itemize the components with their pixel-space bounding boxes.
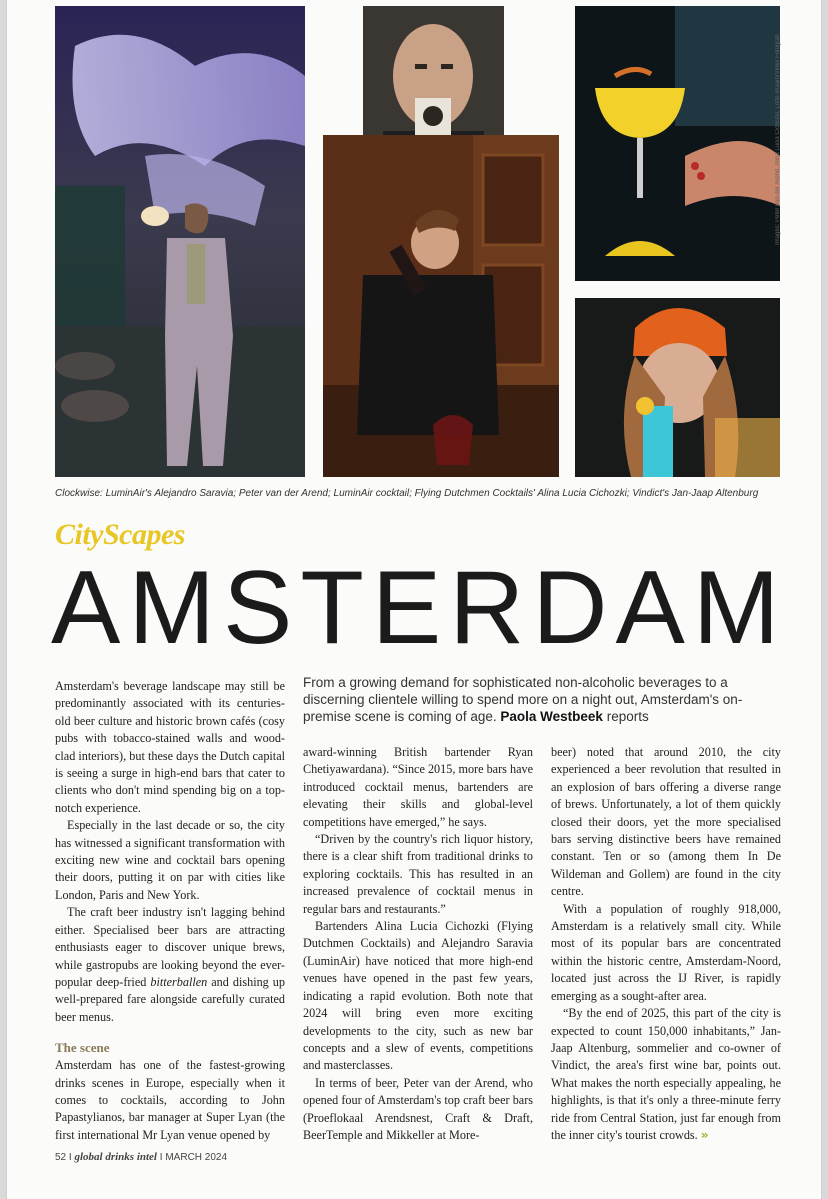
paragraph: award-winning British bartender Ryan Chetiyawardana). “Since 2015, more bars have introduced cocktail menus, bartenders are elevating their skills and global-level competitions have emerged,” he says. [303,745,533,829]
paragraph-text: The craft beer industry isn't lagging behind either. Specialised beer bars are attracting enthusiasts eager to discover unique brews, while gastropubs are looking beyond the ever-popular deep-fried [55,905,285,989]
body-column-2 [303,744,533,1144]
magazine-page [6,0,822,1199]
paragraph: “Driven by the country's rich liquor history, there is a clear shift from traditional drinks to exploring cocktails. This has resulted in an increased prevalence of cocktail menus in regular bars and restaurants.” [303,832,533,916]
byline: Paola Westbeek [500,709,603,724]
standfirst [303,674,783,725]
article-headline: AMSTERDAM [51,550,788,666]
standfirst-text: From a growing demand for sophisticated non-alcoholic beverages to a discerning clientele willing to spend more on a night out, Amsterdam's on-premise scene is coming of age. [303,675,743,724]
paragraph [55,904,285,1026]
footer-separator: I [159,1152,163,1163]
body-column-3 [551,744,781,1144]
footer-separator: I [68,1152,72,1163]
paragraph-text: “By the end of 2025, this part of the city is expected to count 150,000 inhabitants,” Jan-Jaap Altenburg, sommelier and co-owner of Vindict, the area's first wine bar, points out. What makes the north especially appealing, he highlights, is that it's only a three-minute ferry ride from Central Station, just far enough from the inner city's tourist crowds. [551,1006,781,1142]
paragraph: beer) noted that around 2010, the city experienced a beer revolution that resulted in an explosion of bars offering a diverse range of brews. Unfortunately, a lot of them quickly closed their doors, yet the more specialised bars serving distinctive beers have remained constant. Ten or so (among them In De Wildeman and Gollem) are found in the city centre. [551,745,781,899]
page-number: 52 [55,1152,67,1163]
paragraph: In terms of beer, Peter van der Arend, who opened four of Amsterdam's top craft beer bars (Proeflokaal Arendsnest, Craft & Draft, BeerTemple and Mikkeller at More- [303,1075,533,1142]
photo-luminair-bar [55,6,305,477]
italic-term: bitterballen [150,974,208,989]
paragraph: Amsterdam's beverage landscape may still be predominantly associated with its centuries-old beer culture and historic brown cafés (cosy pubs with tobacco-stained walls and wood-clad interiors), but these days the Dutch capital is seeing a surge in high-end bars that cater to clients who don't mind spending big on a top-notch experience. [55,679,285,815]
end-of-article-icon: » [700,1127,709,1142]
paragraph [551,1005,781,1144]
photo-credit: Images: Peter van der Arend, Alina Lucia Cichozki, Lotte Braam/Vinkx Fotografi [775,34,781,245]
photo-caption: Clockwise: LuminAir's Alejandro Saravia; Peter van der Arend; LuminAir cocktail; Flying Dutchmen Cocktails' Alina Lucia Cichozki; Vindict's Jan-Jaap Altenburg [55,488,759,499]
page-footer [55,1151,227,1163]
photo-alina-lucia-cichozki [575,298,780,477]
subheading: The scene [55,1040,110,1056]
body-column-1 [55,678,285,1144]
byline-reports: reports [606,709,649,724]
paragraph: With a population of roughly 918,000, Amsterdam is a relatively small city. While most of its popular bars are concentrated within the historic centre, Amsterdam-Noord, located just across the IJ River, is rapidly emerging as a sought-after area. [551,901,781,1003]
paragraph-text: and dishing up well-prepared fare alongside carefully curated beer menus. [55,974,285,1024]
section-kicker: CityScapes [55,518,185,551]
photo-luminair-cocktail [575,6,780,281]
paragraph: Amsterdam has one of the fastest-growing drinks scenes in Europe, especially when it comes to cocktails, according to John Papastylianos, bar manager at Super Lyan (the first international Mr Lyan venue opened by [55,1058,285,1142]
photo-bartender-pouring [323,135,559,477]
publication-name: global drinks intel [74,1151,157,1163]
paragraph: Especially in the last decade or so, the city has witnessed a significant transformation with exciting new wine and cocktail bars opening their doors, putting it on par with cities like London, Paris and New York. [55,818,285,902]
paragraph: Bartenders Alina Lucia Cichozki (Flying Dutchmen Cocktails) and Alejandro Saravia (LuminAir) have noticed that more high-end venues have opened in the past few years, indicating a rapid evolution. Both note that 2024 will bring even more exciting developments to the city, such as new bar concepts and a slew of events, competitions and masterclasses. [303,919,533,1073]
issue-date: MARCH 2024 [165,1152,228,1163]
